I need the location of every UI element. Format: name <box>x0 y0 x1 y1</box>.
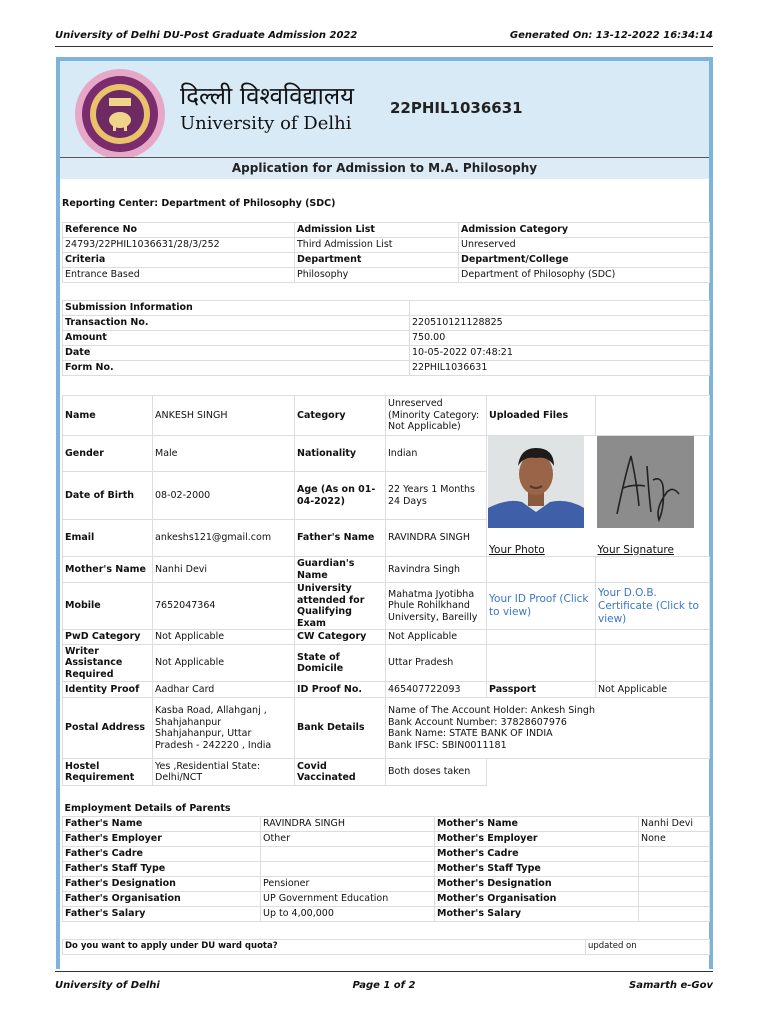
hostel-value: Yes ,Residential State: Delhi/NCT <box>153 759 295 786</box>
category-value: Unreserved (Minority Category: Not Applicable) <box>386 396 487 436</box>
domicile-value: Uttar Pradesh <box>386 645 487 682</box>
bank-account: Bank Account Number: 37828607976 <box>388 716 567 728</box>
covid-value: Both doses taken <box>386 759 487 786</box>
admission-list-value: Third Admission List <box>295 238 459 253</box>
father-field-label: Father's Designation <box>63 876 261 891</box>
gender-value: Male <box>153 436 295 472</box>
blank-cell <box>487 759 596 786</box>
postal-address-label: Postal Address <box>63 698 153 759</box>
identity-proof-value: Aadhar Card <box>153 682 295 698</box>
father-field-label: Father's Organisation <box>63 891 261 906</box>
father-name-label: Father's Name <box>295 520 386 557</box>
mobile-label: Mobile <box>63 583 153 630</box>
age-label: Age (As on 01-04-2022) <box>295 472 386 520</box>
mother-field-label: Mother's Organisation <box>435 891 639 906</box>
page-header <box>55 30 713 41</box>
submission-value: 750.00 <box>410 331 710 346</box>
submission-label: Date <box>63 346 410 361</box>
mother-field-value: Nanhi Devi <box>639 816 710 831</box>
mother-field-label: Mother's Cadre <box>435 846 639 861</box>
mother-field-value <box>639 861 710 876</box>
mother-field-label: Mother's Designation <box>435 876 639 891</box>
category-label: Category <box>295 396 386 436</box>
father-field-value <box>261 861 435 876</box>
employment-heading: Employment Details of Parents <box>64 802 231 814</box>
mother-field-label: Mother's Employer <box>435 831 639 846</box>
ward-quota-table <box>62 939 710 955</box>
father-field-value: Other <box>261 831 435 846</box>
bank-details-value <box>386 698 710 759</box>
uploaded-files-label: Uploaded Files <box>487 396 596 436</box>
footer-divider <box>55 971 713 972</box>
guardian-name-value: Ravindra Singh <box>386 557 487 583</box>
email-value: ankeshs121@gmail.com <box>153 520 295 557</box>
blank-cell <box>487 630 596 645</box>
blank-cell <box>596 630 710 645</box>
dept-college-label: Department/College <box>459 253 710 268</box>
pwd-category-label: PwD Category <box>63 630 153 645</box>
mother-field-value <box>639 891 710 906</box>
criteria-value: Entrance Based <box>63 268 295 283</box>
bank-ifsc: Bank IFSC: SBIN0011181 <box>388 739 507 751</box>
submission-label: Amount <box>63 331 410 346</box>
personal-details-table <box>62 395 710 786</box>
photo-cell[interactable] <box>487 436 596 557</box>
mother-field-label: Mother's Salary <box>435 906 639 921</box>
father-field-label: Father's Name <box>63 816 261 831</box>
signature-cell[interactable] <box>596 436 710 557</box>
page-number: Page 1 of 2 <box>352 980 416 991</box>
passport-label: Passport <box>487 682 596 698</box>
identity-proof-label: Identity Proof <box>63 682 153 698</box>
submission-table <box>62 300 710 376</box>
header-title: University of Delhi DU-Post Graduate Admission 2022 <box>55 30 358 41</box>
submission-label: Form No. <box>63 361 410 376</box>
nationality-value: Indian <box>386 436 487 472</box>
name-value: ANKESH SINGH <box>153 396 295 436</box>
bank-holder: Name of The Account Holder: Ankesh Singh <box>388 705 595 716</box>
writer-assistance-value: Not Applicable <box>153 645 295 682</box>
passport-value: Not Applicable <box>596 682 710 698</box>
submission-heading-blank <box>410 301 710 316</box>
id-proof-no-value: 465407722093 <box>386 682 487 698</box>
father-field-value: RAVINDRA SINGH <box>261 816 435 831</box>
university-name-english: University of Delhi <box>180 113 352 134</box>
father-field-label: Father's Staff Type <box>63 861 261 876</box>
mother-field-value <box>639 906 710 921</box>
document-frame <box>56 57 713 969</box>
bank-name: Bank Name: STATE BANK OF INDIA <box>388 728 553 739</box>
father-field-value: Up to 4,00,000 <box>261 906 435 921</box>
father-field-value: UP Government Education <box>261 891 435 906</box>
father-field-value <box>261 846 435 861</box>
form-number-heading: 22PHIL1036631 <box>390 99 523 117</box>
father-field-label: Father's Cadre <box>63 846 261 861</box>
mother-field-value <box>639 876 710 891</box>
admission-table <box>62 222 710 283</box>
cw-category-label: CW Category <box>295 630 386 645</box>
applicant-photo[interactable] <box>488 436 584 528</box>
covid-label: Covid Vaccinated <box>295 759 386 786</box>
dob-certificate-link[interactable]: Your D.O.B. Certificate (Click to view) <box>596 583 710 630</box>
hostel-label: Hostel Requirement <box>63 759 153 786</box>
university-value: Mahatma Jyotibha Phule Rohilkhand University, Bareilly <box>386 583 487 630</box>
guardian-name-label: Guardian's Name <box>295 557 386 583</box>
name-label: Name <box>63 396 153 436</box>
university-seal-icon <box>73 68 167 160</box>
dept-college-value: Department of Philosophy (SDC) <box>459 268 710 283</box>
father-name-value: RAVINDRA SINGH <box>386 520 487 557</box>
signature-caption[interactable]: Your Signature <box>597 543 674 556</box>
mother-field-label: Mother's Staff Type <box>435 861 639 876</box>
reference-no-label: Reference No <box>63 223 295 238</box>
email-label: Email <box>63 520 153 557</box>
mother-field-value: None <box>639 831 710 846</box>
age-value: 22 Years 1 Months 24 Days <box>386 472 487 520</box>
ward-quota-question: Do you want to apply under DU ward quota? <box>63 940 586 955</box>
father-field-value: Pensioner <box>261 876 435 891</box>
dob-value: 08-02-2000 <box>153 472 295 520</box>
id-proof-no-label: ID Proof No. <box>295 682 386 698</box>
ward-quota-updated: updated on <box>586 940 710 955</box>
employment-table <box>62 801 710 922</box>
reporting-center: Reporting Center: Department of Philosophy (SDC) <box>62 198 336 209</box>
mother-field-label: Mother's Name <box>435 816 639 831</box>
writer-assistance-label: Writer Assistance Required <box>63 645 153 682</box>
blank-cell <box>596 557 710 583</box>
university-banner <box>60 61 709 157</box>
nationality-label: Nationality <box>295 436 386 472</box>
applicant-signature[interactable] <box>597 436 694 528</box>
page-footer <box>55 980 713 991</box>
footer-brand: Samarth e-Gov <box>629 980 713 991</box>
admission-category-label: Admission Category <box>459 223 710 238</box>
submission-value: 220510121128825 <box>410 316 710 331</box>
submission-label: Transaction No. <box>63 316 410 331</box>
university-label: University attended for Qualifying Exam <box>295 583 386 630</box>
department-value: Philosophy <box>295 268 459 283</box>
department-label: Department <box>295 253 459 268</box>
photo-caption[interactable]: Your Photo <box>489 543 545 556</box>
father-field-label: Father's Employer <box>63 831 261 846</box>
footer-university: University of Delhi <box>55 980 160 991</box>
bank-details-label: Bank Details <box>295 698 386 759</box>
reference-no-value: 24793/22PHIL1036631/28/3/252 <box>63 238 295 253</box>
mobile-value: 7652047364 <box>153 583 295 630</box>
mother-field-value <box>639 846 710 861</box>
criteria-label: Criteria <box>63 253 295 268</box>
application-title: Application for Admission to M.A. Philosophy <box>60 157 709 179</box>
father-field-label: Father's Salary <box>63 906 261 921</box>
gender-label: Gender <box>63 436 153 472</box>
postal-address-value: Kasba Road, Allahganj , Shahjahanpur Shahjahanpur, Uttar Pradesh - 242220 , India <box>153 698 295 759</box>
admission-list-label: Admission List <box>295 223 459 238</box>
pwd-category-value: Not Applicable <box>153 630 295 645</box>
submission-heading: Submission Information <box>63 301 410 316</box>
submission-value: 22PHIL1036631 <box>410 361 710 376</box>
cw-category-value: Not Applicable <box>386 630 487 645</box>
domicile-label: State of Domicile <box>295 645 386 682</box>
blank-cell <box>596 759 710 786</box>
dob-label: Date of Birth <box>63 472 153 520</box>
university-name-hindi: दिल्ली विश्वविद्यालय <box>180 82 355 110</box>
header-divider <box>55 46 713 47</box>
admission-category-value: Unreserved <box>459 238 710 253</box>
blank-cell <box>487 557 596 583</box>
blank-cell <box>596 396 710 436</box>
blank-cell <box>487 645 596 682</box>
blank-cell <box>596 645 710 682</box>
mother-name-value: Nanhi Devi <box>153 557 295 583</box>
id-proof-link[interactable]: Your ID Proof (Click to view) <box>487 583 596 630</box>
generated-on: Generated On: 13-12-2022 16:34:14 <box>509 30 713 41</box>
mother-name-label: Mother's Name <box>63 557 153 583</box>
submission-value: 10-05-2022 07:48:21 <box>410 346 710 361</box>
